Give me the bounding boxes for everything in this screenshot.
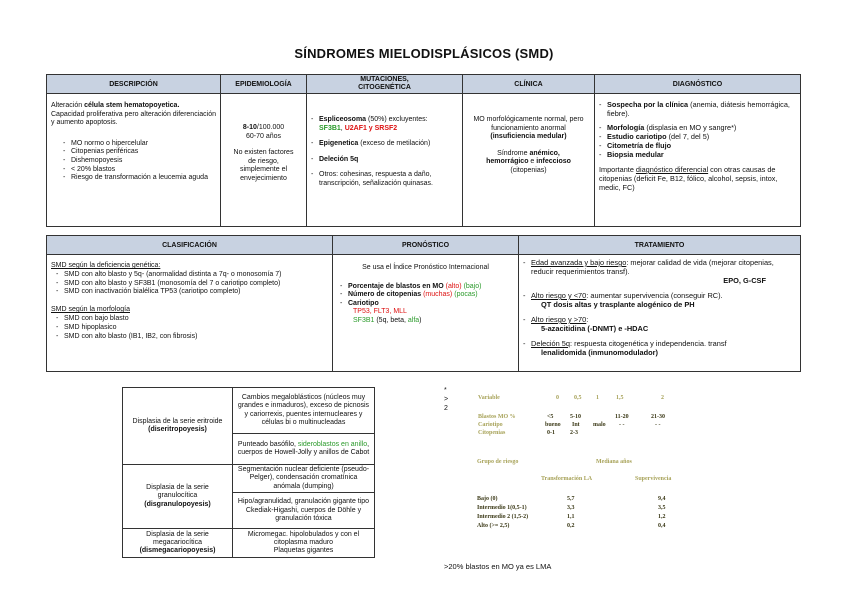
list-item: - Cariotipo [340, 300, 514, 309]
list-item: - Morfología (displasia en MO y sangre*) [599, 123, 796, 132]
risk-row-label: Bajo (0) [477, 496, 498, 502]
displasia-finding: Segmentación nuclear deficiente (pseudo-Pelger), condensación cromatínica anómala (dumping) [233, 465, 375, 493]
table-row [123, 388, 375, 434]
list-item: - SMD con bajo blasto [56, 315, 328, 324]
list-item: - SMD hipoplasico [56, 324, 328, 333]
descripcion-list [51, 140, 216, 183]
management-table [46, 235, 801, 372]
list-item: - < 20% blastos [63, 166, 216, 175]
ipss-cell: 2-3 [570, 430, 578, 436]
list-item: - Espliceosoma (50%) excluyentes: SF3B1, U2AF1 y SRSF2 [311, 116, 458, 133]
header-pronostico: PRONÓSTICO [333, 236, 519, 255]
table-row [123, 529, 375, 558]
displasia-finding: Punteado basófilo, sideroblastos en anillo, cuerpos de Howell-Jolly y anillos de Cabot [233, 434, 375, 465]
risk-cell: 9,4 [658, 496, 666, 502]
displasia-finding: Micromegac. hipolobulados y con el citoplasma maduro Plaquetas gigantes [233, 529, 375, 558]
ipss-header-cell: 0 [556, 395, 559, 401]
list-item: - Alto riesgo y >70: 5-azacitidina (-DNMT) e -HDAC [523, 315, 796, 333]
list-item: - Riesgo de transformación a leucemia aguda [63, 174, 216, 183]
ipss-header-cell: 1,5 [616, 395, 624, 401]
header-clinica: CLÍNICA [463, 75, 595, 94]
list-item: - Biopsia medular [599, 150, 796, 159]
ipss-cell: - - [655, 422, 661, 428]
header-epidemiologia: EPIDEMIOLOGÍA [221, 75, 307, 94]
mutaciones-cell [307, 94, 463, 227]
list-item: - Edad avanzada y bajo riesgo: mejorar calidad de vida (mejorar citopenias, reducir requerimientos transf). EPO, G-CSF [523, 258, 796, 285]
displasia-finding: Hipo/agranulidad, granulación gigante tipo Ckediak-Higashi, cuerpos de Döhle y granulación tóxica [233, 493, 375, 529]
risk-cell: 1,2 [658, 514, 666, 520]
risk-cell: 3,5 [658, 505, 666, 511]
list-item: - Sospecha por la clínica (anemia, diátesis hemorrágica, fiebre). [599, 100, 796, 118]
list-item: - Deleción 5q: respuesta citogenética y independencia. transf lenalidomida (inmunomodulador) [523, 339, 796, 357]
ipss-cell: 11-20 [615, 414, 629, 420]
table-row [123, 465, 375, 493]
ipss-cell: malo [593, 422, 606, 428]
ipss-cell: - - [619, 422, 625, 428]
displasia-label: Displasia de la serie megacariocítica (dismegacariopoyesis) [123, 529, 233, 558]
displasia-label: Displasia de la serie eritroide (diseritropoyesis) [123, 388, 233, 465]
diagnostico-cell: - Sospecha por la clínica (anemia, diátesis hemorrágica, fiebre). - Morfología (displasia en MO y sangre*) - Estudio cariotipo (del 7, del 5) - Citometría de flujo - Biopsia medular Importante diagnóstico diferencial con otras causas de citopenias (deficit Fe, B12, fólico, alcohol, sepsis, intox, medic, FC) [595, 94, 801, 227]
ipss-cell: 0-1 [547, 430, 555, 436]
risk-cell: 1,1 [567, 514, 575, 520]
ipss-cell: Int [572, 422, 580, 428]
overview-body-row [47, 94, 801, 227]
risk-cell: 0,4 [658, 523, 666, 529]
page-title: SÍNDROMES MIELODISPLÁSICOS (SMD) [294, 46, 554, 61]
ipss-row-label: Cariotipo [478, 422, 503, 428]
management-body-row [47, 255, 801, 372]
list-item: - SMD con inactivación bialélica TP53 (cariotipo completo) [56, 288, 328, 297]
risk-row-label: Alto (>= 2,5) [477, 523, 510, 529]
overview-table [46, 74, 801, 227]
management-header-row [47, 236, 801, 255]
displasia-finding: Cambios megaloblásticos (núcleos muy grandes e inmaduros), exceso de picnosis y cariorrexis, puentes internucleares y células bi o multinucleadas [233, 388, 375, 434]
displasia-table [122, 387, 375, 558]
risk-row-label: Intermedio 1(0,5-1) [477, 505, 527, 511]
list-item: - Estudio cariotipo (del 7, del 5) [599, 132, 796, 141]
risk-group-table [475, 456, 705, 536]
ipss-score-table [475, 393, 695, 449]
risk-cell: 3,3 [567, 505, 575, 511]
header-clasificacion: CLASIFICACIÓN [47, 236, 333, 255]
list-item: - Epigenetica (exceso de metilación) [311, 140, 458, 149]
list-item: - Alto riesgo y <70: aumentar supervivencia (conseguir RC). QT dosis altas y trasplante alogénico de PH [523, 291, 796, 309]
list-item: - Porcentaje de blastos en MO (alto) (bajo) [340, 283, 514, 292]
header-diagnostico: DIAGNÓSTICO [595, 75, 801, 94]
list-item: - Deleción 5q [311, 156, 458, 165]
list-item: - SMD con alto blasto y SF3B1 (monosomía del 7 o cariotipo completo) [56, 280, 328, 289]
header-mutaciones: MUTACIONES, CITOGENÉTICA [307, 75, 463, 94]
clasificacion-cell: SMD según la deficiencia genética: - SMD con alto blasto y 5q- (anormalidad distinta a 7q- o monosomía 7) - SMD con alto blasto y SF3B1 (monosomía del 7 o cariotipo completo) - SMD con inactivación bialélica TP53 (cariotipo completo) SMD según la morfología - SMD con bajo blasto - SMD hipoplasico - SMD con alto blasto (IB1, IB2, con fibrosis) [47, 255, 333, 372]
ipss-cell: 21-30 [651, 414, 665, 420]
list-item: - Otros: cohesinas, respuesta a daño, transcripción, señalización quinasas. [311, 171, 458, 188]
note-marker: * > 2 [444, 387, 449, 412]
ipss-cell: <5 [547, 414, 554, 420]
overview-header-row [47, 75, 801, 94]
list-item: - Citopenias periféricas [63, 148, 216, 157]
risk-cell: 0,2 [567, 523, 575, 529]
ipss-header-cell: 0,5 [574, 395, 582, 401]
epidemiologia-cell: 8-10/100.000 60-70 años No existen factores de riesgo, simplemente el envejecimiento [221, 94, 307, 227]
list-item: - Número de citopenias (muchas) (pocas) [340, 291, 514, 300]
header-tratamiento: TRATAMIENTO [519, 236, 801, 255]
ipss-cell: bueno [545, 422, 561, 428]
lma-footnote: >20% blastos en MO ya es LMA [444, 562, 552, 571]
ipss-cell: 5-10 [570, 414, 581, 420]
list-item: - SMD con alto blasto y 5q- (anormalidad distinta a 7q- o monosomía 7) [56, 271, 328, 280]
list-item: - Citometría de flujo [599, 141, 796, 150]
displasia-label: Displasia de la serie granulocítica (disgranulopoyesis) [123, 465, 233, 529]
header-descripcion: DESCRIPCIÓN [47, 75, 221, 94]
risk-row-label: Intermedio 2 (1,5-2) [477, 514, 529, 520]
risk-header-cell: Grupo de riesgo [477, 459, 519, 465]
ipss-row-label: Blastos MO % [478, 414, 516, 420]
risk-cell: 5,7 [567, 496, 575, 502]
ipss-header-cell: Variable [478, 395, 500, 401]
pronostico-cell: Se usa el Índice Pronóstico Internacional - Porcentaje de blastos en MO (alto) (bajo) - Número de citopenias (muchas) (pocas) - Cariotipo TP53, FLT3, MLL SF3B1 (5q, beta, alfa) [333, 255, 519, 372]
risk-header-cell: Mediana años [596, 459, 632, 465]
list-item: - MO normo o hipercelular [63, 140, 216, 149]
tratamiento-cell [519, 255, 801, 372]
list-item: - SMD con alto blasto (IB1, IB2, con fibrosis) [56, 333, 328, 342]
descripcion-cell: Alteración célula stem hematopoyetica. Capacidad proliferativa pero alteración diferenciación y aumento apoptosis. - MO normo o hipercelular - Citopenias periféricas - Dishemopoyesis - < 20% blastos - Riesgo de transformación a leucemia aguda [47, 94, 221, 227]
clinica-cell: MO morfológicamente normal, pero funcionamiento anormal (insuficiencia medular) Síndrome anémico, hemorrágico e infeccioso (citopenias) [463, 94, 595, 227]
list-item: - Dishemopoyesis [63, 157, 216, 166]
ipss-header-cell: 2 [661, 395, 664, 401]
ipss-row-label: Citopenias [478, 430, 506, 436]
ipss-header-cell: 1 [596, 395, 599, 401]
risk-header-cell: Transformación LA [541, 476, 593, 482]
risk-header-cell: Supervivencia [635, 476, 672, 482]
